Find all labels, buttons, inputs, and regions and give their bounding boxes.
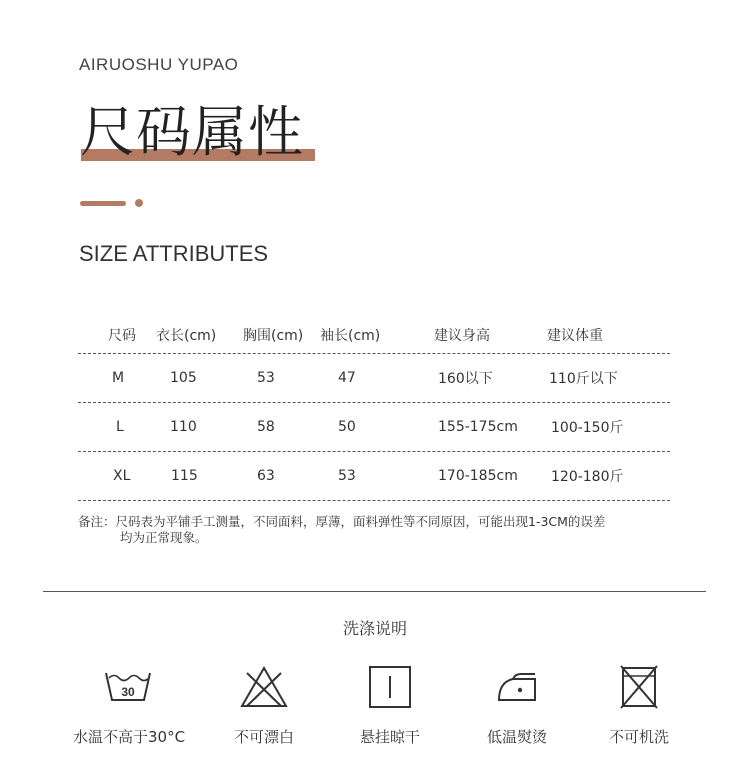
care-label: 水温不高于30°C <box>73 728 186 746</box>
care-item-wash-30 <box>73 662 186 747</box>
no-bleach-icon <box>239 665 289 709</box>
cell-length: 110 <box>170 419 197 435</box>
note-line-1: 备注：尺码表为平铺手工测量，不同面料，厚薄，面料弹性等不同原因，可能出现1-3CM的误差 <box>78 514 606 529</box>
header-chest: 胸围(cm) <box>243 327 304 344</box>
note-line-2: 均为正常现象。 <box>120 530 208 545</box>
table-row <box>78 403 670 451</box>
accent-bar <box>80 201 126 206</box>
care-label: 悬挂晾干 <box>359 728 420 746</box>
cell-size: M <box>112 370 125 386</box>
cell-sleeve: 50 <box>338 419 356 435</box>
cell-weight: 100-150斤 <box>551 420 624 436</box>
accent-dot <box>135 199 143 207</box>
cell-chest: 63 <box>257 468 275 484</box>
page-subtitle: SIZE ATTRIBUTES <box>79 241 269 266</box>
wash-instructions-title: 洗涤说明 <box>342 619 407 638</box>
hang-dry-icon <box>368 665 412 709</box>
cell-weight: 110斤以下 <box>549 371 618 387</box>
cell-size: XL <box>113 468 131 484</box>
cell-chest: 53 <box>257 370 275 386</box>
cell-chest: 58 <box>257 419 275 435</box>
care-item-no-bleach <box>209 662 319 747</box>
header-length: 衣长(cm) <box>156 327 217 344</box>
section-divider <box>43 591 706 592</box>
table-header-row <box>78 316 670 353</box>
cell-length: 105 <box>170 370 197 386</box>
size-note <box>78 514 678 546</box>
header-weight: 建议体重 <box>547 327 603 344</box>
table-row <box>78 452 670 500</box>
care-label: 不可机洗 <box>608 728 669 746</box>
cell-height: 160以下 <box>438 371 493 387</box>
table-row <box>78 354 670 402</box>
care-item-hang-dry <box>335 662 445 747</box>
care-label: 不可漂白 <box>233 728 294 746</box>
no-machine-wash-icon <box>620 664 658 710</box>
cell-sleeve: 53 <box>338 468 356 484</box>
cell-weight: 120-180斤 <box>551 469 624 485</box>
brand-name: AIRUOSHU YUPAO <box>79 55 239 74</box>
wash-30-icon <box>104 669 152 705</box>
care-item-no-machine-wash <box>584 662 694 747</box>
size-table <box>78 316 670 501</box>
header-sleeve: 袖长(cm) <box>320 327 381 344</box>
page-title: 尺码属性 <box>80 100 305 164</box>
cell-sleeve: 47 <box>338 370 356 386</box>
cell-size: L <box>116 419 124 435</box>
cell-height: 170-185cm <box>438 468 518 484</box>
cell-height: 155-175cm <box>438 419 518 435</box>
cell-length: 115 <box>171 468 198 484</box>
wash-temp-label: 30 <box>121 685 135 699</box>
header-size: 尺码 <box>108 327 136 344</box>
low-iron-icon <box>496 670 538 704</box>
care-item-low-iron <box>462 662 572 747</box>
table-divider <box>78 500 670 501</box>
header-height: 建议身高 <box>434 327 490 344</box>
care-label: 低温熨烫 <box>486 728 547 746</box>
